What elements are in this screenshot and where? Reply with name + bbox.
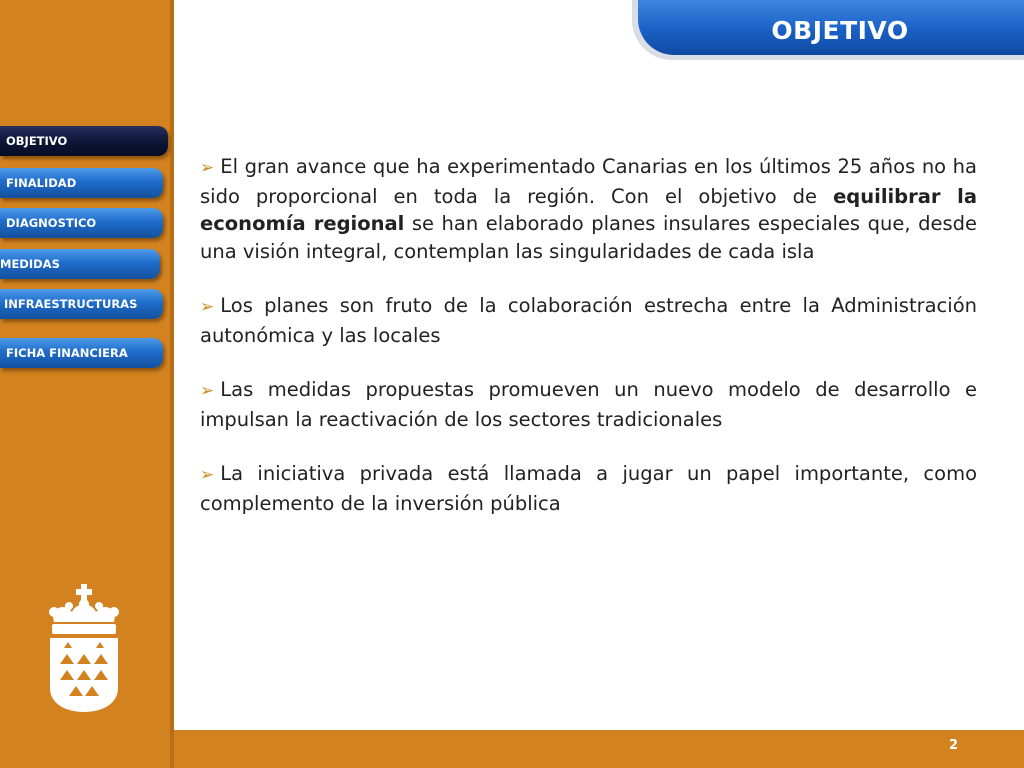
nav-objetivo-button[interactable]: OBJETIVO xyxy=(0,126,168,156)
arrow-bullet-icon: ➢ xyxy=(200,158,215,178)
bullet-text: Las medidas propuestas promueven un nuevo modelo de desarrollo e impulsan la reactivación de los sectores tradicionales xyxy=(200,378,977,431)
bullet-item xyxy=(200,376,977,433)
bullet-bold-text: equilibrar la economía regional xyxy=(200,184,977,235)
bullet-text: Los planes son fruto de la colaboración estrecha entre la Administración autonómica y las locales xyxy=(200,294,977,347)
arrow-bullet-icon: ➢ xyxy=(200,297,215,317)
sidebar-edge xyxy=(170,0,174,768)
title-banner xyxy=(632,0,1024,60)
coat-of-arms-logo xyxy=(44,582,124,714)
content-area xyxy=(200,153,977,544)
page-number: 2 xyxy=(948,738,958,753)
nav-infraestructuras-button[interactable]: INFRAESTRUCTURAS xyxy=(0,289,163,319)
bullet-item xyxy=(200,292,977,349)
arrow-bullet-icon: ➢ xyxy=(200,381,215,401)
bullet-text: El gran avance que ha experimentado Canarias en los últimos 25 años no ha sido proporcional en toda la región. Con el objetivo de xyxy=(200,155,977,208)
nav-medidas-button[interactable]: MEDIDAS xyxy=(0,249,160,279)
bullet-text: La iniciativa privada está llamada a jugar un papel importante, como complemento de la inversión pública xyxy=(200,462,977,515)
page-title: OBJETIVO xyxy=(771,16,909,45)
nav-ficha-financiera-button[interactable]: FICHA FINANCIERA xyxy=(0,338,163,368)
bullet-text: se han elaborado planes insulares especiales que, desde una visión integral, contemplan las singularidades de cada isla xyxy=(200,212,977,263)
nav-diagnostico-button[interactable]: DIAGNOSTICO xyxy=(0,208,163,238)
nav-finalidad-button[interactable]: FINALIDAD xyxy=(0,168,163,198)
arrow-bullet-icon: ➢ xyxy=(200,465,215,485)
footer-bar xyxy=(174,730,1024,768)
bullet-item xyxy=(200,460,977,517)
bullet-item xyxy=(200,153,977,265)
